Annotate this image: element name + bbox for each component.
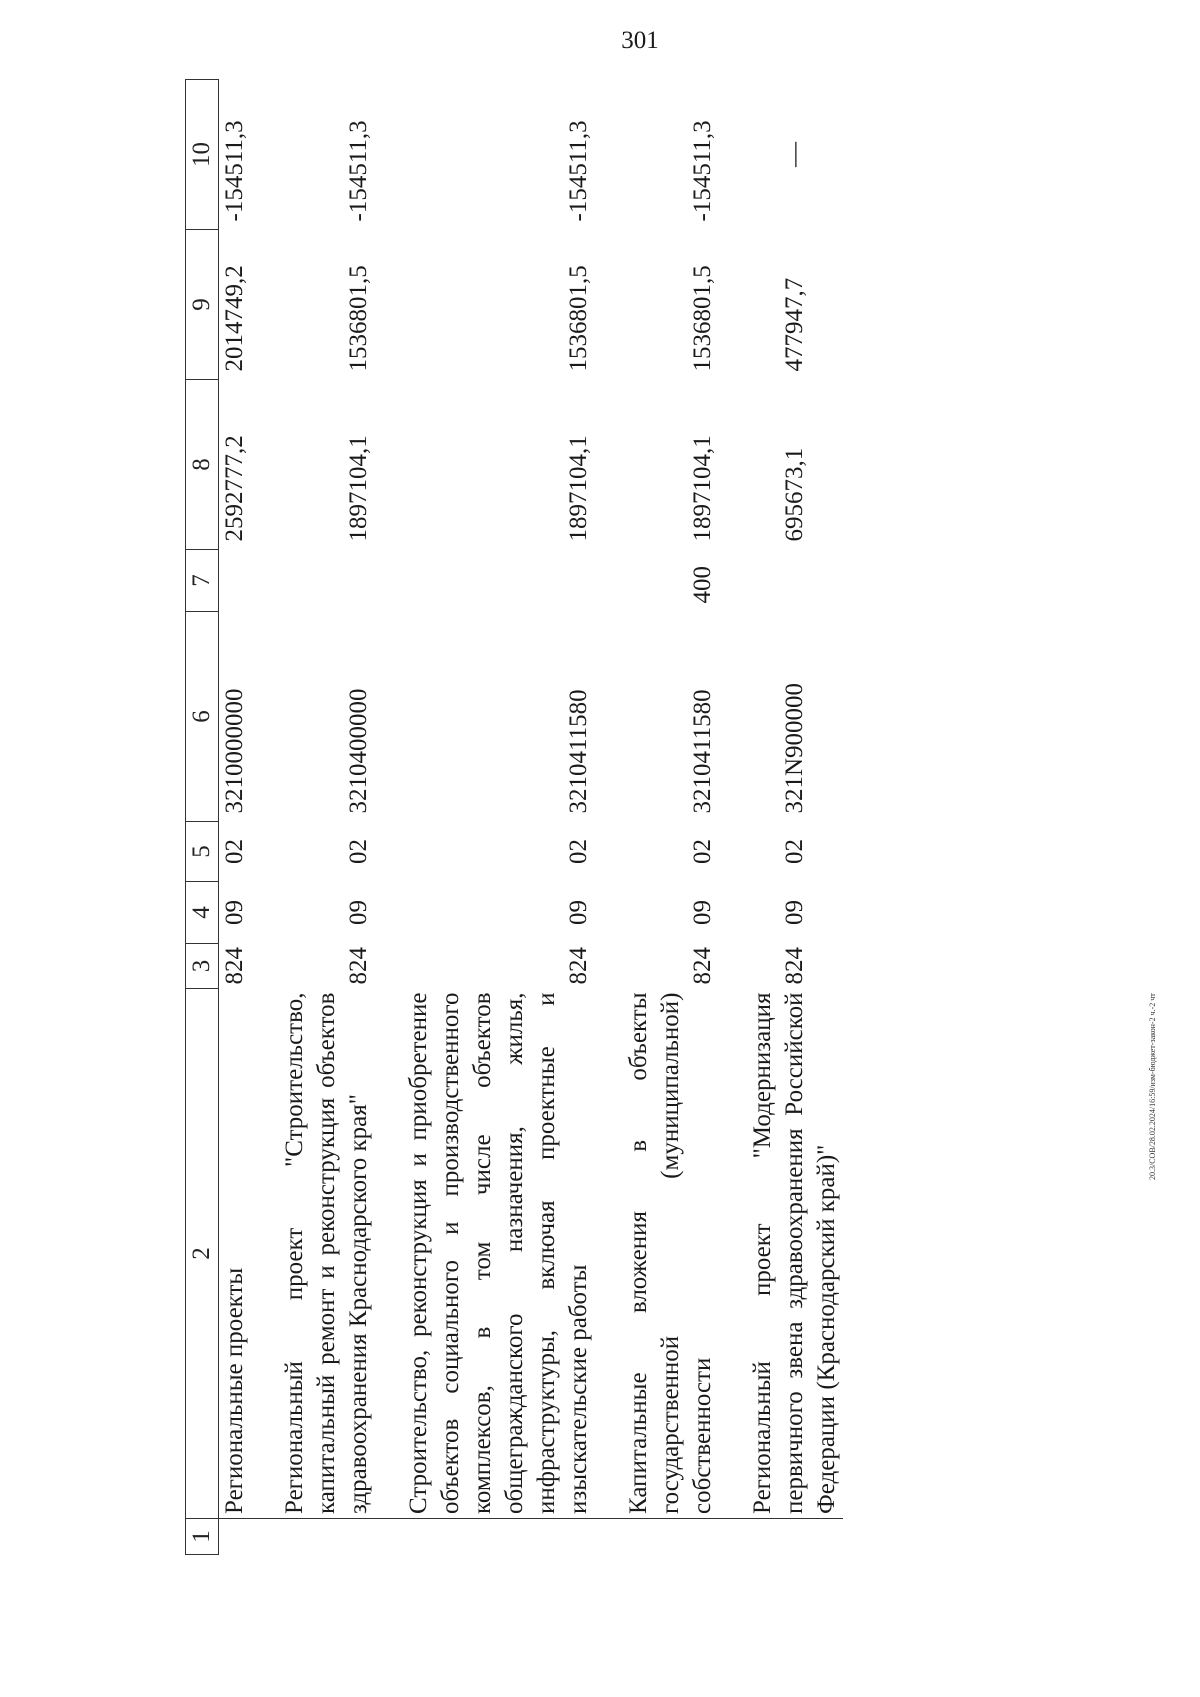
row-spacer [251,80,279,1555]
table-row [219,80,252,1555]
column-header: 10 [186,80,219,230]
cell-c6: 321N900000 [781,682,808,814]
cell-c5: 02 [565,839,592,864]
cell-c1 [623,1519,719,1555]
cell-c10: -154511,3 [345,120,372,222]
column-header: 7 [186,550,219,612]
column-header: 5 [186,822,219,882]
cell-c8: 2592777,2 [221,435,248,542]
column-header: 3 [186,944,219,989]
cell-c1 [219,1519,252,1555]
cell-name: Региональный проект "Строительство, капитальный ремонт и реконструкция объектов здравоохранения Краснодарского края" [279,989,375,1519]
cell-c4: 09 [345,900,372,925]
cell-name: Капитальные вложения в объекты государственной (муниципальной) собственности [623,989,719,1519]
cell-name: Строительство, реконструкция и приобретение объектов социального и производственного комплексов, в том числе объектов общегражданского назначения, жилья, инфраструктуры, включая проектные и изыскательские работы [403,989,595,1519]
table-row [623,80,719,1555]
cell-c4: 09 [221,900,248,925]
cell-c6: 3210411580 [689,689,716,814]
cell-c3: 824 [345,947,372,985]
cell-c1 [279,1519,375,1555]
cell-c10: -154511,3 [221,120,248,222]
cell-c5: 02 [689,839,716,864]
cell-c1 [747,1519,843,1555]
cell-c9: 1536801,5 [689,265,716,372]
rotated-table-container [185,80,1075,1555]
page-number: 301 [621,27,659,54]
cell-c6: 3210411580 [565,689,592,814]
cell-c7 [747,550,843,612]
row-spacer [375,80,403,1555]
cell-c8: 1897104,1 [565,435,592,542]
cell-c7 [403,550,595,612]
column-header: 4 [186,882,219,944]
cell-c10: — [781,142,808,167]
cell-c6: 3210000000 [221,688,248,814]
cell-name: Региональные проекты [219,989,252,1519]
cell-c9: 1536801,5 [565,265,592,372]
column-header: 2 [186,989,219,1519]
budget-table [185,79,843,1555]
cell-c5: 02 [345,839,372,864]
cell-c9: 477947,7 [781,277,808,372]
header-row [186,80,219,1555]
column-header: 8 [186,380,219,550]
table-row [747,80,843,1555]
cell-c8: 1897104,1 [689,435,716,542]
footer-stamp: 20.3/СОВ/28.02.2024/16:59/изм-бюджет-закон-2 ч.-2 чт [1148,993,1157,1180]
cell-c10: -154511,3 [565,120,592,222]
row-spacer [595,80,623,1555]
cell-c10: -154511,3 [689,120,716,222]
row-spacer [719,80,747,1555]
cell-c5: 02 [221,839,248,864]
table-row [279,80,375,1555]
column-header: 6 [186,612,219,822]
cell-c7: 400 [689,566,716,604]
cell-c3: 824 [221,947,248,985]
cell-c8: 695673,1 [781,447,808,542]
cell-c4: 09 [689,900,716,925]
cell-c7 [219,550,252,612]
cell-c9: 2014749,2 [221,265,248,372]
cell-c4: 09 [565,900,592,925]
cell-c7 [279,550,375,612]
table-row [403,80,595,1555]
column-header: 9 [186,230,219,380]
column-header: 1 [186,1519,219,1555]
cell-name: Региональный проект "Модернизация первичного звена здравоохранения Российской Федерации (Краснодарский край)" [747,989,843,1519]
cell-c3: 824 [689,947,716,985]
cell-c4: 09 [781,900,808,925]
cell-c5: 02 [781,839,808,864]
cell-c6: 3210400000 [345,688,372,814]
cell-c3: 824 [565,947,592,985]
cell-c8: 1897104,1 [345,435,372,542]
cell-c3: 824 [781,947,808,985]
cell-c9: 1536801,5 [345,265,372,372]
cell-c1 [403,1519,595,1555]
